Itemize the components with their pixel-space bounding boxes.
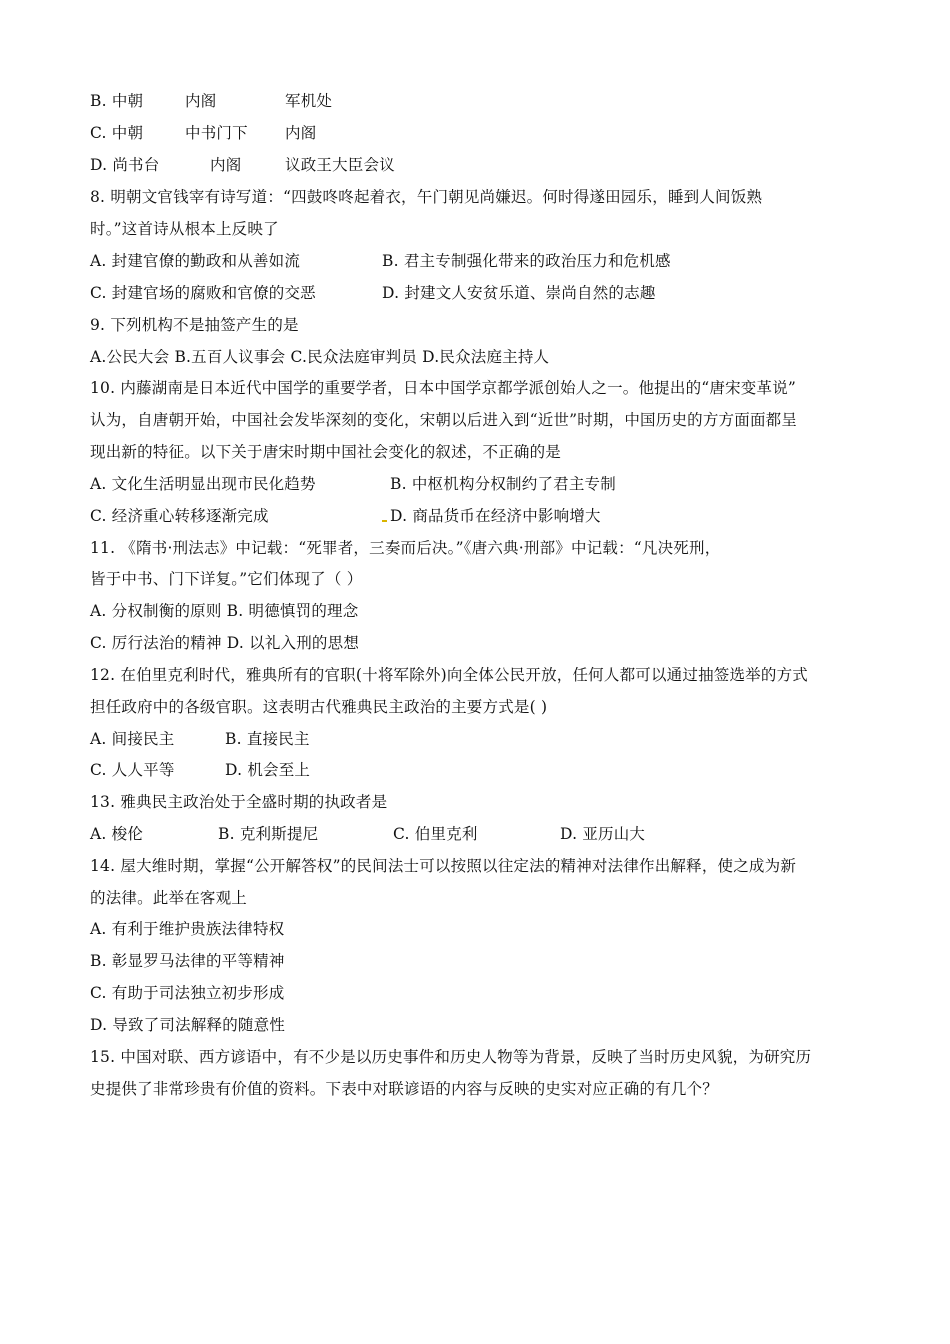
question-8-stem: 8. 明朝文官钱宰有诗写道：“四鼓咚咚起着衣，午门朝见尚嫌迟。何时得遂田园乐，睡到人间饭熟 (90, 188, 763, 206)
question-12-options-2 (90, 760, 870, 780)
option-b: B. 克利斯提尼 (218, 825, 319, 843)
question-14-option-b: B. 彰显罗马法律的平等精神 (90, 952, 285, 970)
option-b-line (90, 91, 870, 111)
question-10-options-1 (90, 474, 870, 494)
question-12-stem: 12. 在伯里克利时代，雅典所有的官职(十将军除外)向全体公民开放，任何人都可以通过抽签选举的方式 (90, 666, 808, 684)
option-a: A. 封建官僚的勤政和从善如流 (90, 252, 301, 270)
option-text: 内阁 (210, 156, 242, 174)
option-d-line (90, 155, 870, 175)
question-9-options: A.公民大会 B.五百人议事会 C.民众法庭审判员 D.民众法庭主持人 (90, 348, 550, 366)
question-13-options (90, 824, 870, 844)
question-10-options-2 (90, 506, 870, 526)
option-d: D. 封建文人安贫乐道、崇尚自然的志趣 (382, 284, 656, 302)
question-8-options-2 (90, 283, 870, 303)
option-text: 内阁 (185, 92, 217, 110)
question-13-stem: 13. 雅典民主政治处于全盛时期的执政者是 (90, 793, 388, 811)
question-10-stem-cont: 认为，自唐朝开始，中国社会发毕深刻的变化，宋朝以后进入到“近世”时期，中国历史的方方面面都呈 (90, 411, 798, 429)
option-text: 内阁 (285, 124, 317, 142)
question-12-options-1 (90, 729, 870, 749)
option-d: D. 商品货币在经济中影响增大 (390, 507, 601, 525)
question-11-options-2: C. 厉行法治的精神 D. 以礼入刑的思想 (90, 634, 360, 652)
option-b: B. 君主专制强化带来的政治压力和危机感 (382, 252, 671, 270)
option-text: 中书门下 (185, 124, 248, 142)
question-14-option-c: C. 有助于司法独立初步形成 (90, 984, 285, 1002)
option-d: D. 机会至上 (225, 761, 311, 779)
option-a: A. 梭伦 (90, 825, 144, 843)
question-12-stem-cont: 担任政府中的各级官职。这表明古代雅典民主政治的主要方式是( ) (90, 698, 548, 716)
option-c-line (90, 123, 870, 143)
question-15-stem: 15. 中国对联、西方谚语中，有不少是以历史事件和历史人物等为背景，反映了当时历史风貌，为研究历 (90, 1048, 812, 1066)
question-14-option-d: D. 导致了司法解释的随意性 (90, 1016, 286, 1034)
question-10-stem-cont: 现出新的特征。以下关于唐宋时期中国社会变化的叙述，不正确的是 (90, 443, 562, 461)
option-label: B. 中朝 (90, 92, 144, 110)
question-11-options-1: A. 分权制衡的原则 B. 明德慎罚的理念 (90, 602, 359, 620)
option-c: C. 封建官场的腐败和官僚的交恶 (90, 284, 316, 302)
question-14-stem: 14. 屋大维时期，掌握“公开解答权”的民间法士可以按照以往定法的精神对法律作出解释，使之成为新 (90, 857, 797, 875)
stray-mark (382, 520, 387, 522)
option-a: A. 文化生活明显出现市民化趋势 (90, 475, 316, 493)
option-c: C. 人人平等 (90, 761, 175, 779)
option-a: A. 间接民主 (90, 730, 175, 748)
option-text: 军机处 (285, 92, 333, 110)
question-15-stem-cont: 史提供了非常珍贵有价值的资料。下表中对联谚语的内容与反映的史实对应正确的有几个？ (90, 1080, 719, 1098)
question-8-options-1 (90, 251, 870, 271)
option-d: D. 亚历山大 (560, 825, 646, 843)
question-8-stem-cont: 时。”这首诗从根本上反映了 (90, 220, 279, 238)
option-text: 议政王大臣会议 (285, 156, 395, 174)
option-c: C. 伯里克利 (393, 825, 478, 843)
option-label: C. 中朝 (90, 124, 144, 142)
option-c: C. 经济重心转移逐渐完成 (90, 507, 269, 525)
question-14-stem-cont: 的法律。此举在客观上 (90, 889, 248, 907)
question-11-stem-cont: 皆于中书、门下详复。”它们体现了（ ） (90, 570, 363, 588)
question-10-stem: 10. 内藤湖南是日本近代中国学的重要学者，日本中国学京都学派创始人之一。他提出的“唐宋变革说” (90, 379, 797, 397)
question-9-stem: 9. 下列机构不是抽签产生的是 (90, 316, 299, 334)
option-b: B. 直接民主 (225, 730, 310, 748)
option-label: D. 尚书台 (90, 156, 160, 174)
question-14-option-a: A. 有利于维护贵族法律特权 (90, 920, 285, 938)
option-b: B. 中枢机构分权制约了君主专制 (390, 475, 616, 493)
question-11-stem: 11. 《隋书·刑法志》中记载：“死罪者，三奏而后决。”《唐六典·刑部》中记载：“凡决死刑， (90, 539, 721, 557)
